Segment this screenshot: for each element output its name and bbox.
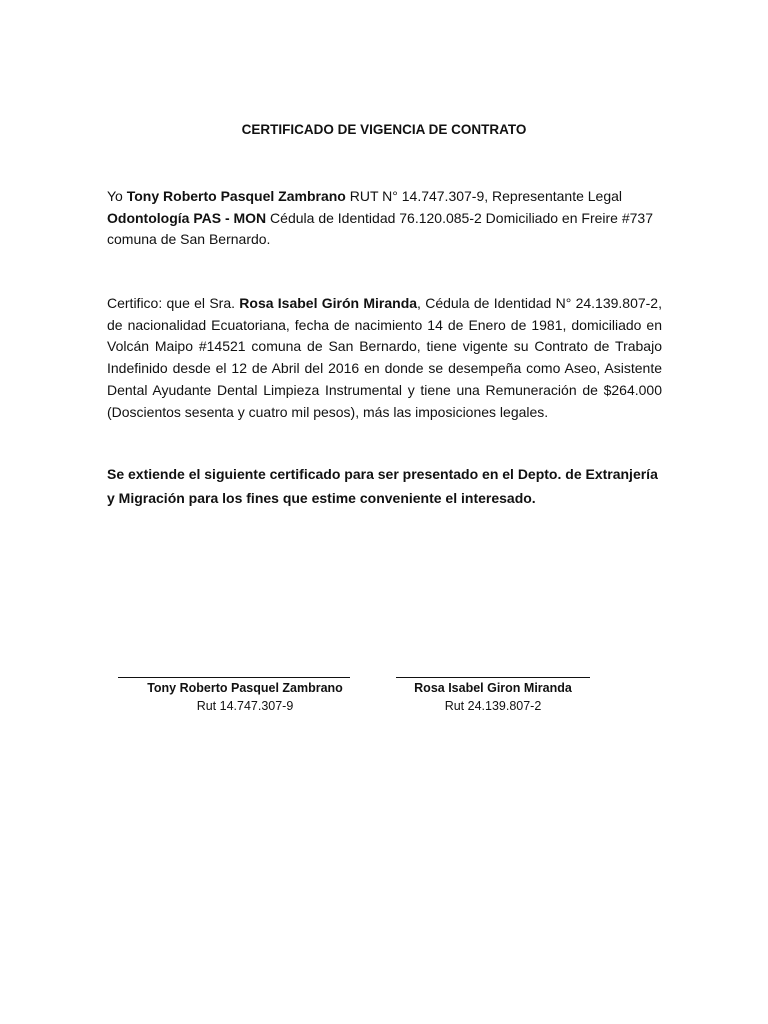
company-name: Odontología PAS - MON: [107, 209, 267, 226]
signatory-rut: Rut 14.747.307-9: [196, 699, 294, 713]
certify-paragraph: [107, 293, 662, 423]
signature-block-employee: [395, 677, 591, 715]
document-title: CERTIFICADO DE VIGENCIA DE CONTRATO: [241, 122, 527, 137]
signature-block-representative: [118, 677, 372, 715]
signatory-name: Rosa Isabel Giron Miranda: [414, 681, 572, 695]
signature-line: [118, 677, 350, 678]
signature-line: [396, 677, 590, 678]
intro-text-2: Cédula de Identidad 76.120.085-2 Domiciliado en Freire #737 comuna de San Bernardo.: [107, 209, 653, 248]
certify-text: , Cédula de Identidad N° 24.139.807-2, de nacionalidad Ecuatoriana, fecha de nacimiento 14 de Enero de 1981, domiciliado en Volcán Maipo #14521 comuna de San Bernardo, tiene vigente su Contrato de Trabajo Indefinido desde el 12 de Abril del 2016 en donde se desempeña como Aseo, Asistente Dental Ayudante Dental Limpieza Instrumental y tiene una Remuneración de $264.000 (Doscientos sesenta y cuatro mil pesos), más las imposiciones legales.: [107, 295, 662, 420]
closing-paragraph: Se extiende el siguiente certificado para ser presentado en el Depto. de Extranjería y Migración para los fines que estime conveniente el interesado.: [107, 466, 658, 506]
employee-name: Rosa Isabel Girón Miranda: [239, 295, 418, 311]
intro-paragraph: [107, 186, 662, 251]
certify-prefix: Certifico: que el Sra.: [107, 295, 240, 311]
signatory-name: Tony Roberto Pasquel Zambrano: [147, 681, 343, 695]
representative-name: Tony Roberto Pasquel Zambrano: [126, 188, 346, 204]
intro-text-1: RUT N° 14.747.307-9, Representante Legal: [345, 188, 623, 204]
signatory-rut: Rut 24.139.807-2: [444, 699, 542, 713]
intro-prefix: Yo: [107, 188, 127, 204]
